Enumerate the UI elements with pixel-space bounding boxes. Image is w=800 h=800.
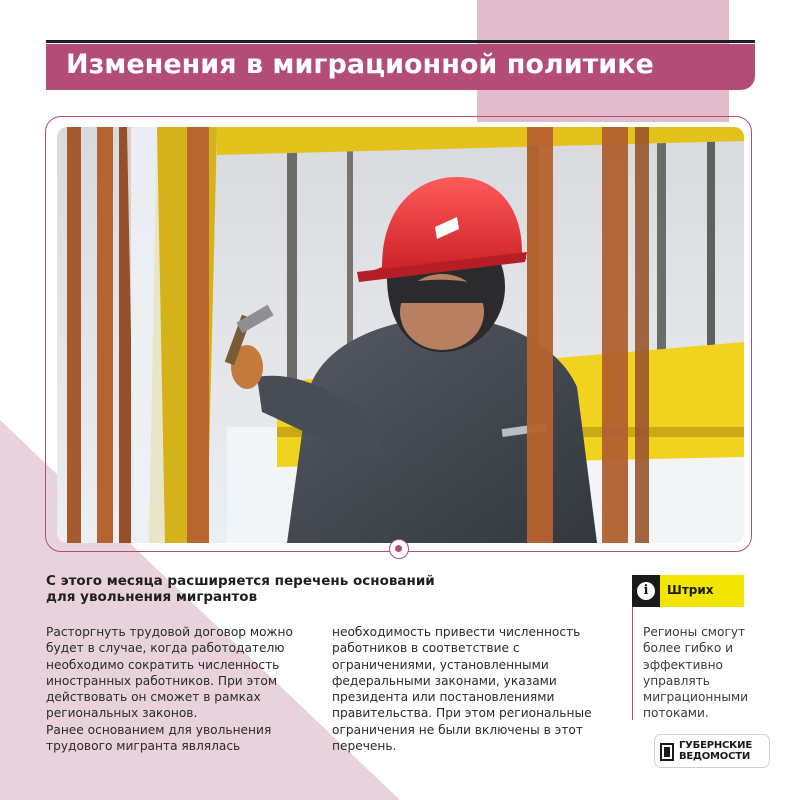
title-banner — [46, 44, 755, 90]
sidebar-note-text — [643, 624, 753, 722]
logo-line: ГУБЕРНСКИЕ — [679, 740, 752, 751]
headline-line: С этого месяца расширяется перечень оснований — [46, 573, 435, 589]
info-icon-background — [632, 575, 660, 607]
sidebar-note-header — [632, 575, 744, 607]
body-line: работников в соответствие с — [332, 641, 520, 656]
photo-construction-worker — [57, 127, 744, 543]
logo-mark-icon — [660, 743, 674, 761]
body-line: необходимо сократить численность — [46, 657, 280, 672]
article-column-1 — [46, 624, 326, 754]
body-line: необходимость привести численность — [332, 625, 581, 639]
note-line: эффективно — [643, 657, 724, 672]
body-line: перечень. — [332, 739, 397, 754]
body-line: федеральными законами, указами — [332, 673, 557, 688]
title-rule — [46, 40, 755, 43]
article-headline — [46, 573, 466, 605]
body-line: региональных законов. — [46, 706, 198, 721]
logo-line: ВЕДОМОСТИ — [679, 751, 751, 762]
article-column-2 — [332, 624, 612, 754]
sidebar-rule — [632, 607, 633, 720]
page-title: Изменения в миграционной политике — [66, 49, 654, 80]
note-line: Регионы смогут — [643, 625, 746, 639]
info-icon: i — [637, 582, 655, 600]
publisher-logo[interactable] — [654, 734, 770, 768]
headline-line: для увольнения мигрантов — [46, 589, 258, 605]
body-line: действовать он сможет в рамках — [46, 690, 261, 705]
body-line: иностранных работников. При этом — [46, 673, 278, 688]
sidebar-note-title: Штрих — [667, 583, 714, 597]
note-line: миграционными — [643, 690, 749, 705]
body-line: Ранее основанием для увольнения — [46, 722, 272, 737]
body-line: Расторгнуть трудовой договор можно — [46, 625, 293, 639]
body-line: трудового мигранта являлась — [46, 739, 241, 754]
logo-wordmark — [679, 740, 752, 762]
body-line: президента или постановлениями — [332, 690, 555, 705]
body-line: ограничения не были включены в этот — [332, 722, 583, 737]
note-line: более гибко и — [643, 641, 734, 656]
note-line: потоками. — [643, 706, 709, 721]
body-line: будет в случае, когда работодателю — [46, 641, 285, 656]
note-line: управлять — [643, 673, 710, 688]
frame-connector-dot — [389, 539, 409, 559]
body-line: правительства. При этом региональные — [332, 706, 592, 721]
body-line: ограничениями, установленными — [332, 657, 549, 672]
